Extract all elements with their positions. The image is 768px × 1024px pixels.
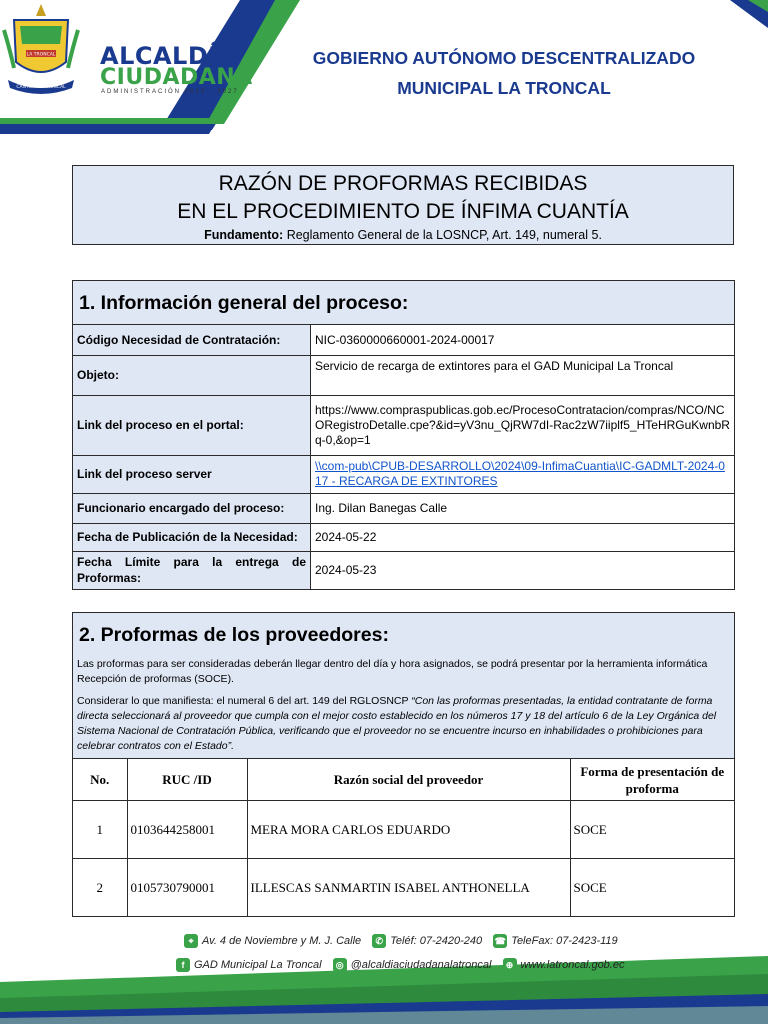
col-header-ruc: RUC /ID — [127, 759, 247, 801]
row-submission-form: SOCE — [570, 801, 734, 859]
fax-icon: ☎ — [494, 936, 506, 946]
info-label: Código Necesidad de Contratación: — [73, 325, 311, 355]
info-row-publication-date — [73, 523, 734, 551]
table-row — [73, 801, 734, 859]
legal-basis-label: Fundamento: — [204, 228, 284, 242]
info-value-portal-link: https://www.compraspublicas.gob.ec/ProcesoContratacion/compras/NCO/NCORegistroDetalle.cpe?&id=yV3nu_QjRW7dI-Rac2zW7iiplf5_HTeHRGuKwnbRq-0,&op=1 — [311, 395, 735, 455]
footer-instagram — [333, 959, 492, 971]
footer-facebook-text: GAD Municipal La Troncal — [194, 958, 322, 971]
row-ruc: 0105730790001 — [127, 859, 247, 917]
paragraph2-intro: Considerar lo que manifiesta: el numeral 6 del art. 149 del RGLOSNCP — [77, 695, 412, 707]
section2-heading: 2. Proformas de los proveedores: — [73, 613, 734, 655]
info-row-portal-link — [73, 395, 734, 455]
info-value-deadline: 2024-05-23 — [311, 551, 735, 589]
logo-shield-text: LA TRONCAL — [26, 52, 56, 58]
footer-fax-text: TeleFax: 07-2423-119 — [511, 934, 618, 947]
document-title-line2: EN EL PROCEDIMIENTO DE ÍNFIMA CUANTÍA — [177, 200, 629, 223]
info-row-server-link — [73, 455, 734, 493]
col-header-provider-name: Razón social del proveedor — [247, 759, 570, 801]
footer-web — [503, 959, 625, 971]
globe-icon: ⊕ — [503, 958, 517, 972]
row-number: 2 — [73, 859, 127, 917]
page-header — [0, 0, 768, 140]
general-info-table — [73, 325, 734, 589]
col-header-submission-form: Forma de presentación de proforma — [570, 759, 734, 801]
info-value-object: Servicio de recarga de extintores para el GAD Municipal La Troncal — [311, 355, 735, 395]
row-number: 1 — [73, 801, 127, 859]
info-label: Fecha de Publicación de la Necesidad: — [73, 523, 311, 551]
paragraph2-quote: “Con las proformas presentadas, la entidad contratante de forma directa seleccionará al proveedor que cumpla con el mejor costo establecido en los números 17 y 18 del artículo 6 de la Ley Orgánica del Sistema Nacional de Contratación Pública, verificando que el proveedor no se encuentre incurso en inhabilidades o prohibiciones para celebrar contratos con el Estado”. — [77, 695, 717, 752]
footer-address-text: Av. 4 de Noviembre y M. J. Calle — [202, 934, 362, 947]
providers-header-row — [73, 759, 734, 801]
row-provider-name: MERA MORA CARLOS EDUARDO — [247, 801, 570, 859]
legal-basis-text: Reglamento General de la LOSNCP, Art. 149, numeral 5. — [283, 228, 602, 242]
server-path-link[interactable]: \\com-pub\CPUB-DESARROLLO\2024\09-InfimaCuantia\IC-GADMLT-2024-017 - RECARGA DE EXTINTORES — [315, 459, 725, 488]
info-row-official — [73, 493, 734, 523]
footer-phone — [372, 935, 482, 947]
document-title-box — [72, 165, 734, 245]
footer-fax — [493, 935, 617, 947]
row-ruc: 0103644258001 — [127, 801, 247, 859]
info-label: Funcionario encargado del proceso: — [73, 493, 311, 523]
logo-title-alcaldia: ALCALDÍA — [100, 42, 237, 70]
footer-instagram-text: @alcaldiaciudadanalatroncal — [350, 958, 492, 971]
footer-web-text: www.latroncal.gob.ec — [520, 958, 625, 971]
facebook-icon: f — [176, 958, 190, 972]
phone-icon: ✆ — [372, 934, 386, 948]
col-header-number: No. — [73, 759, 127, 801]
providers-table — [73, 758, 734, 916]
info-row-object — [73, 355, 734, 395]
municipality-emblem-logo — [0, 0, 82, 96]
footer-facebook — [176, 959, 322, 971]
header-title-line1: GOBIERNO AUTÓNOMO DESCENTRALIZADO — [312, 48, 696, 68]
info-label: Fecha Límite para la entrega de Proformas: — [73, 551, 311, 589]
legal-basis — [73, 228, 733, 242]
logo-administration-years: ADMINISTRACIÓN 2023 - 2027 — [101, 89, 239, 95]
row-provider-name: ILLESCAS SANMARTIN ISABEL ANTHONELLA — [247, 859, 570, 917]
info-label: Objeto: — [73, 355, 311, 395]
row-submission-form: SOCE — [570, 859, 734, 917]
location-pin-icon: ⌖ — [184, 934, 198, 948]
page-footer — [0, 920, 768, 1024]
info-row-code — [73, 325, 734, 355]
info-value-official: Ing. Dilan Banegas Calle — [311, 493, 735, 523]
footer-phone-text: Teléf: 07-2420-240 — [390, 934, 483, 947]
footer-contact-line1 — [184, 934, 626, 948]
document-title-line1: RAZÓN DE PROFORMAS RECIBIDAS — [218, 172, 588, 195]
section2-paragraph1: Las proformas para ser consideradas deberán llegar dentro del día y hora asignados, se podrá presentar por la herramienta informática Recepción de proformas (SOCE). — [77, 658, 708, 685]
info-row-deadline — [73, 551, 734, 589]
header-title-line2: MUNICIPAL LA TRONCAL — [397, 78, 611, 98]
info-label: Link del proceso server — [73, 455, 311, 493]
section-general-info — [72, 280, 735, 590]
section2-text — [73, 655, 734, 758]
info-value-publication-date: 2024-05-22 — [311, 523, 735, 551]
table-row — [73, 859, 734, 917]
info-value-code: NIC-0360000660001-2024-00017 — [311, 325, 735, 355]
footer-contact-line2 — [176, 958, 632, 972]
section-proformas — [72, 612, 735, 917]
logo-ribbon-text: CANTÓN LA TRONCAL — [16, 85, 66, 90]
section2-paragraph2 — [77, 694, 730, 754]
footer-address — [184, 935, 361, 947]
logo-title-ciudadana: CIUDADANA — [100, 65, 253, 90]
section1-heading: 1. Información general del proceso: — [73, 281, 734, 325]
instagram-icon: ◎ — [333, 958, 347, 972]
info-label: Link del proceso en el portal: — [73, 395, 311, 455]
